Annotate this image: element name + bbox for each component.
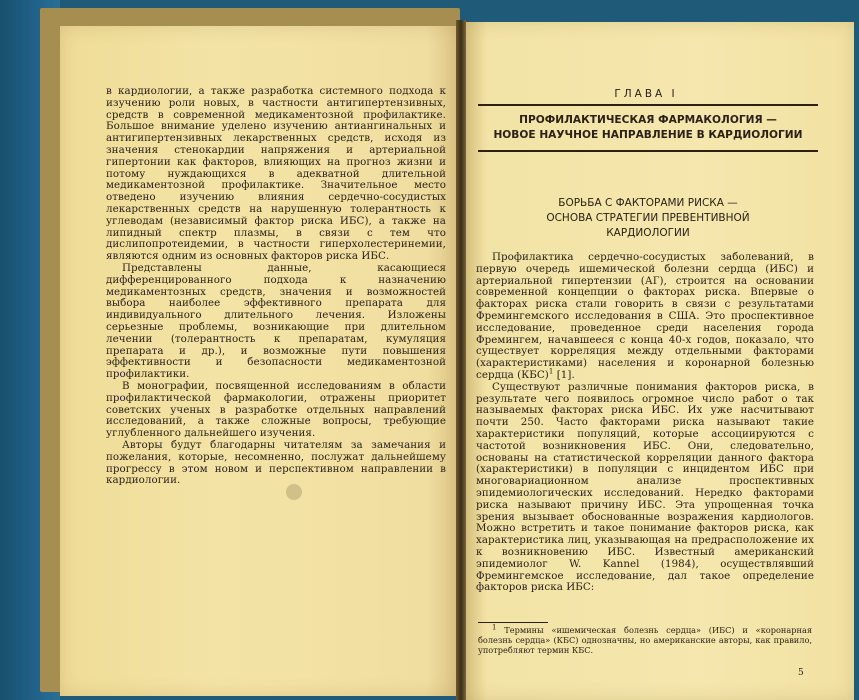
left-paragraph-1: в кардиологии, а также разработка системного подхода к изучению роли новых, в частности антигипертензивных, средств в современной медикаментозной профилактике. Большое внимание уделено изучению антиангинальных и антигипертензивных лекарственных средств, исходя из значения стенокардии напряжения и артериальной гипертонии как факторов, влияющих на прогноз жизни и потому нуждающихся в адекватной длительной медикаментозной профилактике. Значительное место отведено изучению влияния сердечно-сосудистых лекарственных средств на нарушенную толерантность к углеводам (независимый фактор риска ИБС), а также на липидный спектр плазмы, в связи с тем что дислипопротеидемии, в частности гиперхолестеринемии, являются одним из основных факторов риска ИБС. <box>106 85 446 263</box>
book-gutter <box>456 20 466 700</box>
chapter-title-line-2: НОВОЕ НАУЧНОЕ НАПРАВЛЕНИЕ В КАРДИОЛОГИИ <box>493 129 803 141</box>
right-paragraph-1-text: Профилактика сердечно-сосудистых заболеваний, в первую очередь ишемической болезни сердца (ИБС) и артериальной гипертензии (АГ), строится на основании современной концепции о факторах риска. Впервые о факторах риска стали говорить в связи с результатами Фремингемского исследования в США. Это проспективное исследование, проведенное среди населения города Фремингем, начавшееся с конца 40-х годов, показало, что существует корреляция между отдельными факторами (характеристиками) населения и коронарной болезнью сердца (КБС) <box>476 251 814 381</box>
left-paragraph-2: Представлены данные, касающиеся дифференцированного подхода к назначению медикаментозных средств, значения и возможностей выбора наиболее эффективного препарата для индивидуального длительного лечения. Изложены серьезные проблемы, возникающие при длительном лечении (толерантность к препаратам, кумуляция препарата и др.), и возможные пути повышения эффективности и безопасности медикаментозной профилактики. <box>106 261 446 381</box>
footnote-number: 1 <box>492 623 497 632</box>
left-paragraph-3: В монографии, посвященной исследованиям в области профилактической фармакологии, отражены приоритет советских ученых в разработке отдельных направлений исследований, а также сложные вопросы, требующие углубленного дальнейшего изучения. <box>106 379 446 440</box>
section-title <box>488 196 808 241</box>
right-paragraph-1 <box>476 252 814 382</box>
footnote-divider <box>478 622 548 623</box>
left-page-text <box>106 86 446 487</box>
footnote-text: Термины «ишемическая болезнь сердца» (ИБС) и «коронарная болезнь сердца» (КБС) однозначны, но американские авторы, как правило, употребляют термин КБС. <box>478 625 812 655</box>
right-paragraph-1-ref: [1]. <box>553 368 575 381</box>
right-page-text <box>476 252 814 594</box>
footnote-marker: 1 <box>548 367 554 376</box>
section-title-line-2: ОСНОВА СТРАТЕГИИ ПРЕВЕНТИВНОЙ <box>546 212 750 224</box>
section-title-line-1: БОРЬБА С ФАКТОРАМИ РИСКА — <box>558 197 738 209</box>
section-title-line-3: КАРДИОЛОГИИ <box>606 227 690 239</box>
chapter-title <box>478 104 818 152</box>
left-paragraph-4: Авторы будут благодарны читателям за замечания и пожелания, которые, несомненно, послужат дальнейшему прогрессу в этом новом и перспективном направлении в кардиологии. <box>106 438 446 487</box>
chapter-title-line-1: ПРОФИЛАКТИЧЕСКАЯ ФАРМАКОЛОГИЯ — <box>519 114 777 126</box>
right-paragraph-2: Существуют различные понимания факторов риска, в результате чего появилось огромное число работ о так называемых факторах риска ИБС. Их уже насчитывают почти 250. Часто факторами риска называют такие характеристики популяций, которые ассоциируются с частотой возникновения ИБС. Они, следовательно, основаны на статистической корреляции данного фактора (характеристики) в популяции с инцидентом ИБС при многовариационном анализе проспективных эпидемиологических исследований. Нередко факторами риска называют причину ИБС. Эта упрощенная точка зрения вызывает обоснованные возражения кардиологов. Можно встретить и такое понимание факторов риска, как характеристика лиц, указывающая на предрасположение их к возникновению ИБС. Известный американский эпидемиолог W. Kannel (1984), осуществлявший Фремингемское исследование, дал такое определение факторов риска ИБС: <box>476 380 814 594</box>
page-number: 5 <box>798 668 804 678</box>
footnote <box>478 623 812 655</box>
chapter-label: ГЛАВА I <box>614 88 678 100</box>
